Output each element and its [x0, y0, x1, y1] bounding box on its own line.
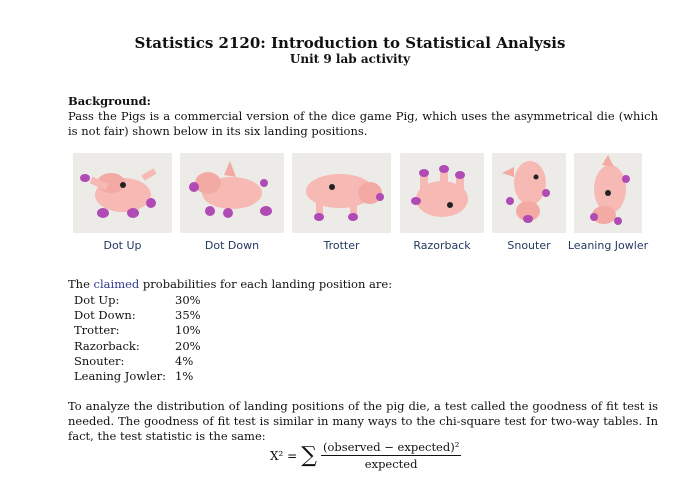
pig-trotter-photo	[292, 153, 391, 233]
probability-row	[74, 323, 201, 338]
position-probability: 20%	[175, 338, 201, 353]
claims-intro-prefix: The	[68, 277, 94, 291]
position-probability: 30%	[175, 293, 201, 307]
position-label: Trotter:	[74, 323, 120, 338]
position-probability: 1%	[175, 369, 194, 384]
pig-dot-up-photo	[73, 153, 172, 233]
summation-icon: ∑	[301, 442, 317, 468]
position-probability: 10%	[175, 323, 201, 338]
position-label: Razorback:	[74, 338, 140, 353]
pig-snouter-photo	[492, 153, 566, 233]
caption-snouter: Snouter	[507, 239, 551, 252]
position-label: Dot Down:	[74, 308, 136, 323]
pig-razorback-photo	[400, 153, 484, 233]
claims-highlight: claimed	[93, 277, 140, 291]
position-probability: 35%	[175, 308, 201, 323]
probability-row	[74, 369, 201, 384]
page-title: Statistics 2120: Introduction to Statistical Analysis	[134, 34, 566, 52]
page-subtitle: Unit 9 lab activity	[289, 52, 411, 66]
background-heading: Background:	[68, 94, 151, 108]
analysis-text: To analyze the distribution of landing positions of the pig die, a test called the goodness of fit test is needed. The goodness of fit test is similar in many ways to the chi-square test for two-way tables. In fact, the test statistic is the same:	[68, 399, 658, 443]
position-probability: 4%	[175, 353, 194, 368]
probability-table	[74, 293, 201, 384]
formula-lhs: X² =	[270, 448, 298, 463]
probability-row	[74, 293, 201, 308]
pig-leaning-jowler-photo	[574, 153, 642, 233]
position-label: Snouter:	[74, 353, 125, 368]
background-text: Pass the Pigs is a commercial version of the dice game Pig, which uses the asymmetrical die (which is not fair) shown below in its six landing positions.	[68, 109, 658, 138]
caption-razorback: Razorback	[413, 239, 471, 252]
position-label: Dot Up:	[74, 293, 120, 307]
caption-leaning-jowler: Leaning Jowler	[567, 239, 649, 252]
position-label: Leaning Jowler:	[74, 369, 167, 384]
chi-square-formula	[270, 440, 461, 471]
formula-numerator: (observed − expected)²	[322, 440, 460, 454]
caption-trotter: Trotter	[323, 239, 360, 252]
formula-fraction	[321, 440, 461, 471]
caption-dot-down: Dot Down	[204, 239, 260, 252]
pig-dot-down-photo	[180, 153, 284, 233]
probability-row	[74, 308, 201, 323]
claims-intro-suffix: probabilities for each landing position are:	[139, 277, 393, 291]
claims-intro	[68, 277, 658, 292]
probability-row	[74, 354, 201, 369]
probability-row	[74, 339, 201, 354]
formula-denominator: expected	[364, 457, 418, 471]
pig-photo-strip	[0, 153, 700, 258]
caption-dot-up: Dot Up	[103, 239, 142, 252]
